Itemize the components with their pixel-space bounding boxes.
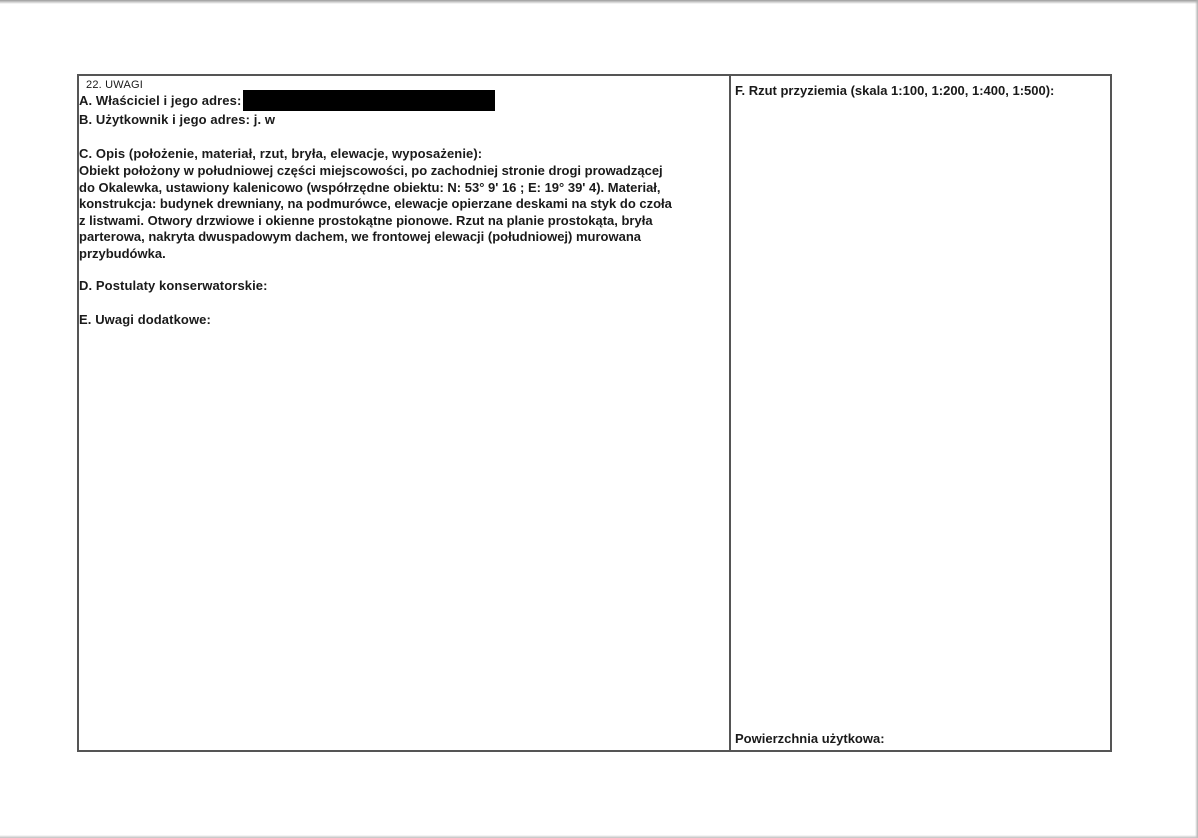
description-line: przybudówka. <box>79 245 166 261</box>
user-value: j. w <box>253 112 276 127</box>
description-line: parterowa, nakryta dwuspadowym dachem, we frontowej elewacji (południowej) murowana <box>79 229 642 244</box>
user-label: B. Użytkownik i jego adres: <box>79 112 251 127</box>
form-frame <box>77 74 1112 752</box>
remarks-cell <box>79 76 727 750</box>
floor-plan-cell <box>731 76 1110 750</box>
floor-plan-title: F. Rzut przyziemia (skala 1:100, 1:200, 1:400, 1:500): <box>735 83 1055 98</box>
scan-edge-top <box>0 0 1198 4</box>
remarks-label: E. Uwagi dodatkowe: <box>79 312 211 327</box>
section-header: 22. UWAGI <box>86 79 144 91</box>
description-line: do Okalewka, ustawiony kalenicowo (współrzędne obiektu: N: 53° 9' 16 ; E: 19° 39' 4). Materiał, <box>79 179 661 195</box>
user-row <box>79 112 275 128</box>
description-text <box>79 163 727 262</box>
postulates-label: D. Postulaty konserwatorskie: <box>79 278 268 293</box>
description-line: z listwami. Otwory drzwiowe i okienne prostokątne pionowe. Rzut na planie prostokąta, bryła <box>79 212 653 228</box>
description-line: Obiekt położony w południowej części miejscowości, po zachodniej stronie drogi prowadzącej <box>79 163 663 178</box>
owner-label: A. Właściciel i jego adres: <box>79 93 242 108</box>
redaction-bar <box>243 90 495 111</box>
usable-area-label: Powierzchnia użytkowa: <box>735 731 885 746</box>
description-heading: C. Opis (położenie, materiał, rzut, bryła, elewacje, wyposażenie): <box>79 146 483 161</box>
owner-row <box>79 93 495 111</box>
description-line: konstrukcja: budynek drewniany, na podmurówce, elewacje opierzane deskami na styk do czoła <box>79 196 672 211</box>
